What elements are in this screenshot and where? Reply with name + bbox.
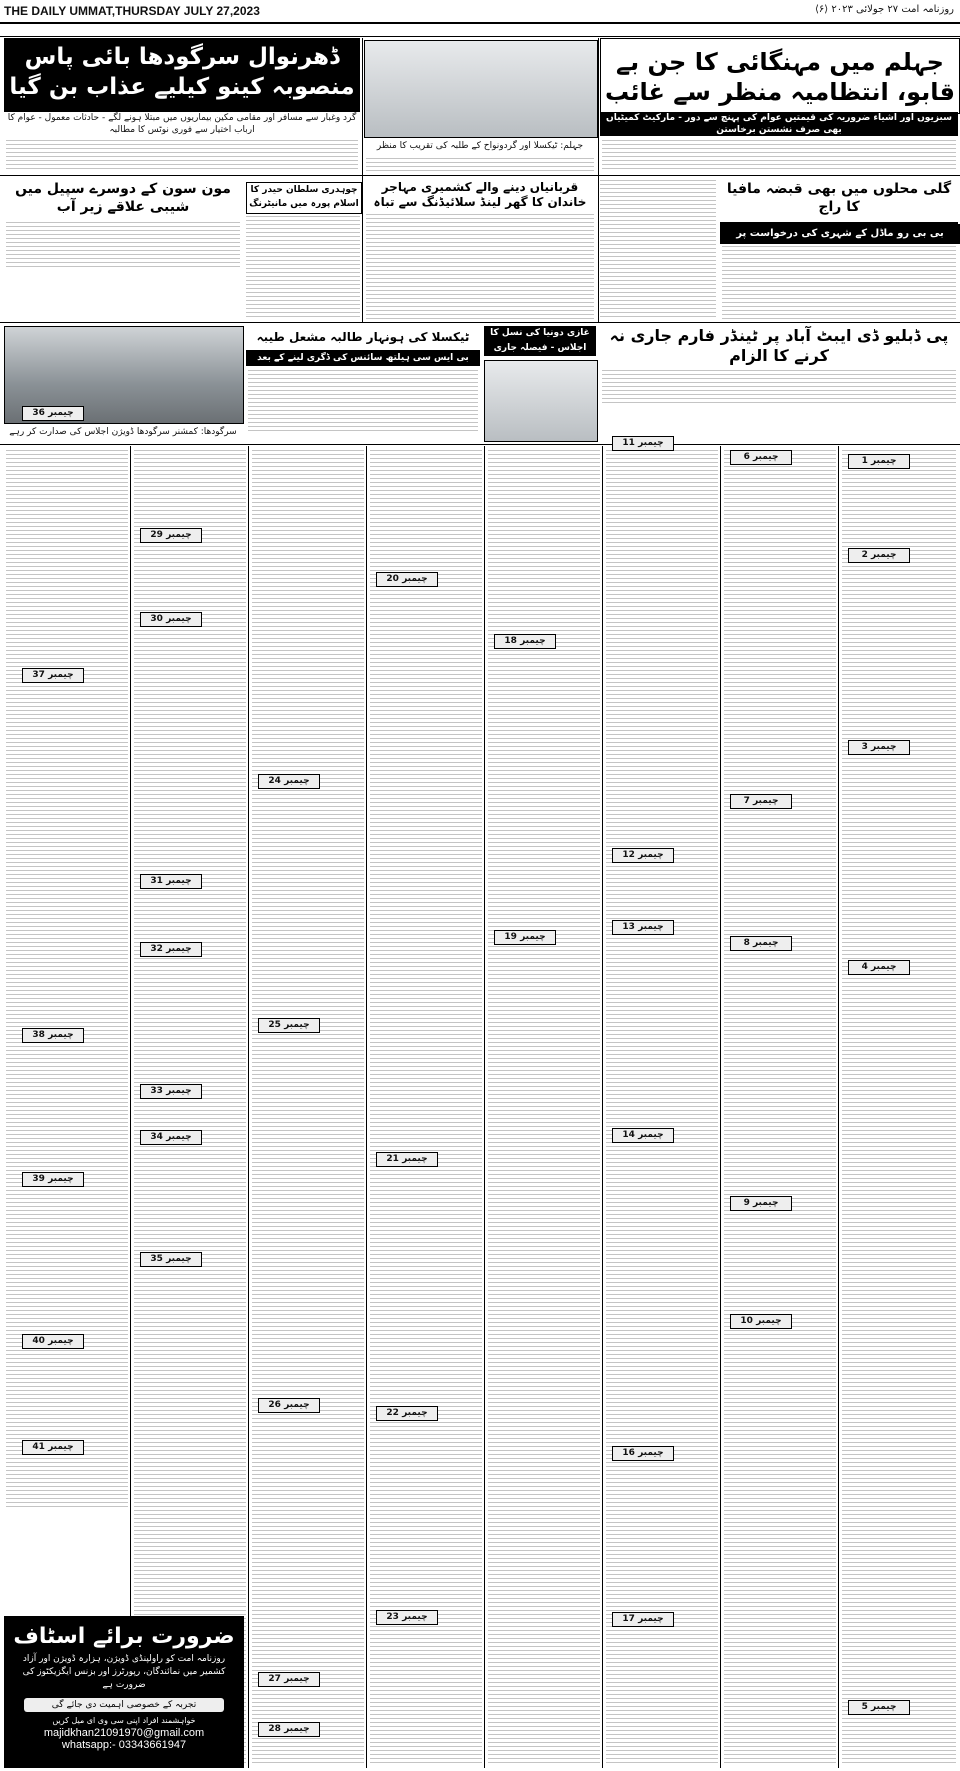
tender-label: چیمبر 21: [376, 1152, 438, 1167]
tender-label: چیمبر 11: [612, 436, 674, 451]
row3-b-sub: بی ایس سی ہیلتھ سائنس کی ڈگری لینے کے بعد: [246, 350, 480, 366]
tender-label: چیمبر 8: [730, 936, 792, 951]
row3-a-headline: پی ڈبلیو ڈی ایبٹ آباد پر ٹینڈر فارم جاری نہ کرنے کا الزام: [609, 326, 949, 365]
tender-label: چیمبر 14: [612, 1128, 674, 1143]
tender-label: چیمبر 35: [140, 1252, 202, 1267]
tender-label: چیمبر 39: [22, 1172, 84, 1187]
row3-b-headline: ٹیکسلا کی ہونہار طالبہ مشعل طیبہ: [256, 330, 470, 344]
ad-description: روزنامہ امت کو راولپنڈی ڈویژن، ہزارہ ڈویژن اور آزاد کشمیر میں نمائندگان، رپورٹرز اور بزنس ایگزیکٹوز کی ضرورت ہے: [22, 1654, 226, 1690]
ad-title: ضرورت برائے اسٹاف: [13, 1624, 235, 1649]
tender-label: چیمبر 16: [612, 1446, 674, 1461]
row3-portrait: [484, 360, 598, 442]
tender-label: چیمبر 17: [612, 1612, 674, 1627]
tender-label: چیمبر 3: [848, 740, 910, 755]
tender-label: چیمبر 25: [258, 1018, 320, 1033]
top-right-headline-box: [600, 38, 960, 114]
tender-label: چیمبر 6: [730, 450, 792, 465]
tender-label: چیمبر 36: [22, 406, 84, 421]
mid-right-headline: گلی محلوں میں بھی قبضہ مافیا کا راج: [720, 180, 958, 224]
tender-label: چیمبر 18: [494, 634, 556, 649]
tender-label: چیمبر 1: [848, 454, 910, 469]
ad-whatsapp: whatsapp:- 03343661947: [61, 1739, 187, 1751]
tender-label: چیمبر 10: [730, 1314, 792, 1329]
tender-label: چیمبر 41: [22, 1440, 84, 1455]
tender-label: چیمبر 9: [730, 1196, 792, 1211]
tender-label: چیمبر 22: [376, 1406, 438, 1421]
tender-label: چیمبر 19: [494, 930, 556, 945]
top-right-sub: سبزیوں اور اشیاء ضروریہ کی قیمتیں عوام کی پہنچ سے دور - مارکیٹ کمیٹیاں بھی صرف نشستن برخاستن: [600, 112, 958, 136]
tender-label: چیمبر 34: [140, 1130, 202, 1145]
tender-label: چیمبر 27: [258, 1672, 320, 1687]
row3-photo-caption: سرگودھا: کمشنر سرگودھا ڈویژن اجلاس کی صدارت کر رہے: [9, 427, 237, 437]
row3-a-box: غازی دونیا کی نسل کا اجلاس - فیصلہ جاری: [484, 326, 596, 356]
tender-label: چیمبر 4: [848, 960, 910, 975]
tender-label: چیمبر 33: [140, 1084, 202, 1099]
tender-label: چیمبر 24: [258, 774, 320, 789]
tender-label: چیمبر 31: [140, 874, 202, 889]
tender-label: چیمبر 5: [848, 1700, 910, 1715]
mid-right-sub: بی بی رو ماڈل کے شہری کی درخواست پر: [720, 224, 960, 244]
tender-label: چیمبر 38: [22, 1028, 84, 1043]
top-center-caption: جہلم: ٹیکسلا اور گردونواح کے طلبہ کی تقریب کا منظر: [376, 141, 584, 151]
tender-label: چیمبر 26: [258, 1398, 320, 1413]
tender-label: چیمبر 37: [22, 668, 84, 683]
staff-wanted-ad: [4, 1616, 244, 1768]
masthead: [0, 0, 960, 24]
tender-label: چیمبر 13: [612, 920, 674, 935]
top-center-photo: [364, 40, 598, 138]
tender-label: چیمبر 20: [376, 572, 438, 587]
tender-label: چیمبر 30: [140, 612, 202, 627]
tender-label: چیمبر 40: [22, 1334, 84, 1349]
masthead-english: THE DAILY UMMAT,THURSDAY JULY 27,2023: [4, 4, 260, 18]
ad-email: majidkhan21091970@gmail.com: [43, 1727, 205, 1739]
mid-left-box: چوہدری سلطان حیدر کا اسلام پورہ میں مانیٹرنگ: [246, 182, 362, 214]
tender-label: چیمبر 29: [140, 528, 202, 543]
tender-label: چیمبر 32: [140, 942, 202, 957]
masthead-urdu: روزنامہ امت ۲۷ جولائی ۲۰۲۳ ⟨۶⟩: [815, 4, 954, 15]
ad-contact-note: خواہشمند افراد اپنی سی وی ای میل کریں: [52, 1716, 196, 1725]
top-left-sub: گرد وغبار سے مسافر اور مقامی مکین بیماریوں میں مبتلا ہونے لگے - حادثات معمول - عوام کا ارباب اختیار سے فوری نوٹس کا مطالبہ: [7, 113, 357, 135]
tender-label: چیمبر 28: [258, 1722, 320, 1737]
tender-label: چیمبر 2: [848, 548, 910, 563]
mid-left-headline: مون سون کے دوسرے سپیل میں شیبی علاقے زیر آب: [15, 181, 231, 215]
mid-center-headline: قربانیاں دینے والے کشمیری مہاجر خاندان کا گھر لینڈ سلائیڈنگ سے تباہ: [373, 180, 587, 209]
tender-label: چیمبر 23: [376, 1610, 438, 1625]
tender-label: چیمبر 12: [612, 848, 674, 863]
top-left-headline: ڈھرنوال سرگودھا بائی پاس منصوبہ کینو کیلیے عذاب بن گیا: [4, 38, 360, 112]
tender-label: چیمبر 7: [730, 794, 792, 809]
ad-experience-note: تجربہ کے خصوصی اہمیت دی جائے گی: [24, 1698, 224, 1712]
top-right-headline: جہلم میں مہنگائی کا جن بے قابو، انتظامیہ منظر سے غائب: [605, 48, 955, 106]
